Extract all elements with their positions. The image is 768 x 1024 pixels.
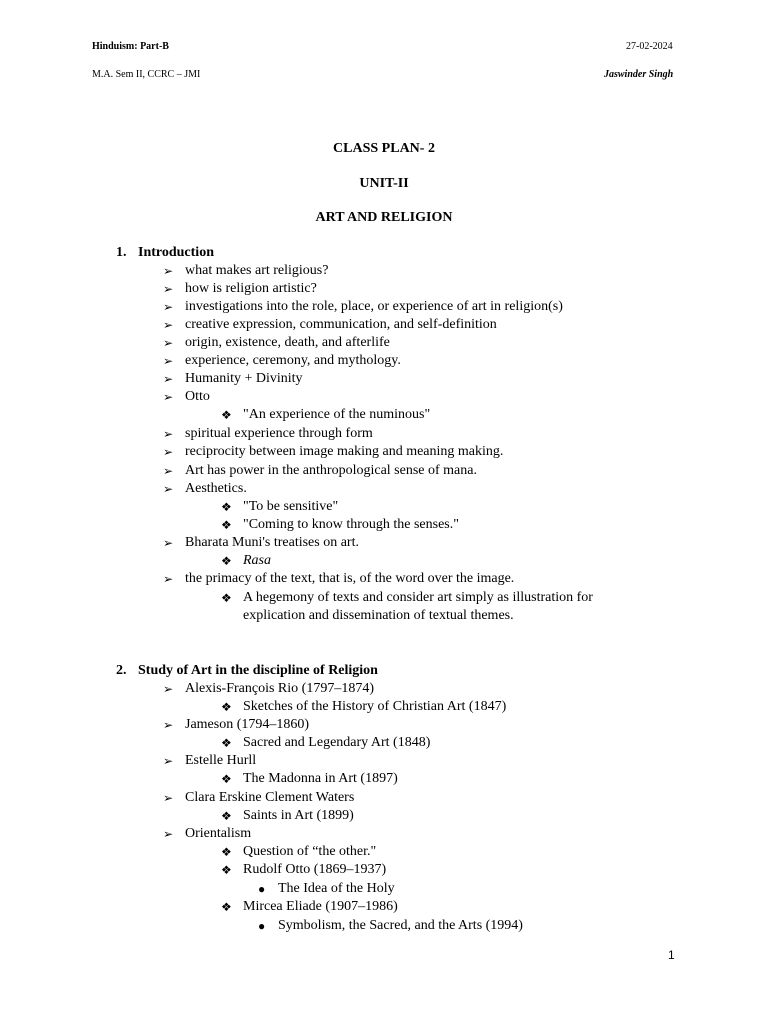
arrowhead-bullet-icon: ➢ — [163, 464, 174, 478]
header-course: Hinduism: Part-B — [92, 41, 169, 52]
arrowhead-bullet-icon: ➢ — [163, 300, 174, 314]
sub-list-item: ❖ Mircea Eliade (1907–1986) — [221, 899, 398, 914]
class-plan-title: CLASS PLAN- 2 — [333, 141, 435, 156]
list-item: ➢ Estelle Hurll — [163, 753, 257, 768]
four-diamond-bullet-icon: ❖ — [221, 736, 232, 750]
sub-list-item: ❖ A hegemony of texts and consider art simply as illustration for — [221, 590, 593, 605]
sub-list-item: ❖ Sketches of the History of Christian Art (1847) — [221, 699, 507, 714]
arrowhead-bullet-icon: ➢ — [163, 754, 174, 768]
list-item: ➢ Art has power in the anthropological sense of mana. — [163, 463, 477, 478]
section-title: Study of Art in the discipline of Religion — [138, 663, 378, 678]
arrowhead-bullet-icon: ➢ — [163, 372, 174, 386]
topic-title: ART AND RELIGION — [315, 210, 453, 225]
section-title: Introduction — [138, 245, 214, 260]
header-program: M.A. Sem II, CCRC – JMI — [92, 69, 201, 80]
four-diamond-bullet-icon: ❖ — [221, 845, 232, 859]
four-diamond-bullet-icon: ❖ — [221, 900, 232, 914]
four-diamond-bullet-icon: ❖ — [221, 809, 232, 823]
four-diamond-bullet-icon: ❖ — [221, 591, 232, 605]
arrowhead-bullet-icon: ➢ — [163, 354, 174, 368]
section-number: 2. — [116, 663, 127, 678]
four-diamond-bullet-icon: ❖ — [221, 863, 232, 877]
arrowhead-bullet-icon: ➢ — [163, 336, 174, 350]
section-number: 1. — [116, 245, 127, 260]
arrowhead-bullet-icon: ➢ — [163, 282, 174, 296]
header-date: 27-02-2024 — [626, 41, 673, 52]
four-diamond-bullet-icon: ❖ — [221, 500, 232, 514]
page-number: 1 — [668, 948, 675, 962]
four-diamond-bullet-icon: ❖ — [221, 772, 232, 786]
list-item: ➢ spiritual experience through form — [163, 426, 373, 441]
list-item: ➢ Aesthetics. — [163, 481, 247, 496]
arrowhead-bullet-icon: ➢ — [163, 390, 174, 404]
arrowhead-bullet-icon: ➢ — [163, 718, 174, 732]
list-item: ➢ Bharata Muni's treatises on art. — [163, 535, 359, 550]
list-item: ➢ reciprocity between image making and meaning making. — [163, 444, 504, 459]
arrowhead-bullet-icon: ➢ — [163, 445, 174, 459]
header-author: Jaswinder Singh — [604, 69, 674, 80]
list-item: ➢ Orientalism — [163, 826, 252, 841]
unit-title: UNIT-II — [359, 176, 409, 191]
sub-list-item: ❖ Rasa — [221, 553, 271, 568]
sub-list-item: ❖ "Coming to know through the senses." — [221, 517, 459, 532]
disc-bullet-icon: ● — [258, 919, 266, 933]
list-item: ➢ experience, ceremony, and mythology. — [163, 353, 401, 368]
arrowhead-bullet-icon: ➢ — [163, 482, 174, 496]
four-diamond-bullet-icon: ❖ — [221, 554, 232, 568]
list-item: ➢ Humanity + Divinity — [163, 371, 303, 386]
arrowhead-bullet-icon: ➢ — [163, 572, 174, 586]
arrowhead-bullet-icon: ➢ — [163, 791, 174, 805]
four-diamond-bullet-icon: ❖ — [221, 408, 232, 422]
sub-list-item: ❖ Question of “the other." — [221, 844, 377, 859]
list-item: ➢ Alexis-François Rio (1797–1874) — [163, 681, 374, 696]
disc-bullet-icon: ● — [258, 882, 266, 896]
arrowhead-bullet-icon: ➢ — [163, 536, 174, 550]
sub-list-item: ❖ Saints in Art (1899) — [221, 808, 354, 823]
section-heading — [116, 244, 214, 262]
arrowhead-bullet-icon: ➢ — [163, 264, 174, 278]
sub-list-item: ❖ Rudolf Otto (1869–1937) — [221, 862, 387, 877]
list-item: ➢ how is religion artistic? — [163, 281, 317, 296]
sub-sub-list-item: ● Symbolism, the Sacred, and the Arts (1994) — [258, 918, 523, 933]
list-item: ➢ Jameson (1794–1860) — [163, 717, 310, 732]
arrowhead-bullet-icon: ➢ — [163, 827, 174, 841]
sub-list-item: ❖ "An experience of the numinous" — [221, 407, 431, 422]
list-item: ➢ creative expression, communication, and self-definition — [163, 317, 497, 332]
sub-sub-list-item: ● The Idea of the Holy — [258, 881, 395, 896]
list-item: ➢ origin, existence, death, and afterlife — [163, 335, 390, 350]
sub-list-item: ❖ The Madonna in Art (1897) — [221, 771, 398, 786]
four-diamond-bullet-icon: ❖ — [221, 700, 232, 714]
list-item: ➢ Otto — [163, 389, 210, 404]
arrowhead-bullet-icon: ➢ — [163, 318, 174, 332]
list-item: ➢ Clara Erskine Clement Waters — [163, 790, 355, 805]
section-heading — [116, 662, 378, 680]
sub-list-item-continuation: explication and dissemination of textual themes. — [243, 608, 514, 623]
list-item: ➢ what makes art religious? — [163, 263, 329, 278]
sub-list-item: ❖ "To be sensitive" — [221, 499, 339, 514]
list-item: ➢ the primacy of the text, that is, of the word over the image. — [163, 571, 515, 586]
four-diamond-bullet-icon: ❖ — [221, 518, 232, 532]
list-item: ➢ investigations into the role, place, or experience of art in religion(s) — [163, 299, 563, 314]
arrowhead-bullet-icon: ➢ — [163, 682, 174, 696]
sub-list-item: ❖ Sacred and Legendary Art (1848) — [221, 735, 431, 750]
arrowhead-bullet-icon: ➢ — [163, 427, 174, 441]
